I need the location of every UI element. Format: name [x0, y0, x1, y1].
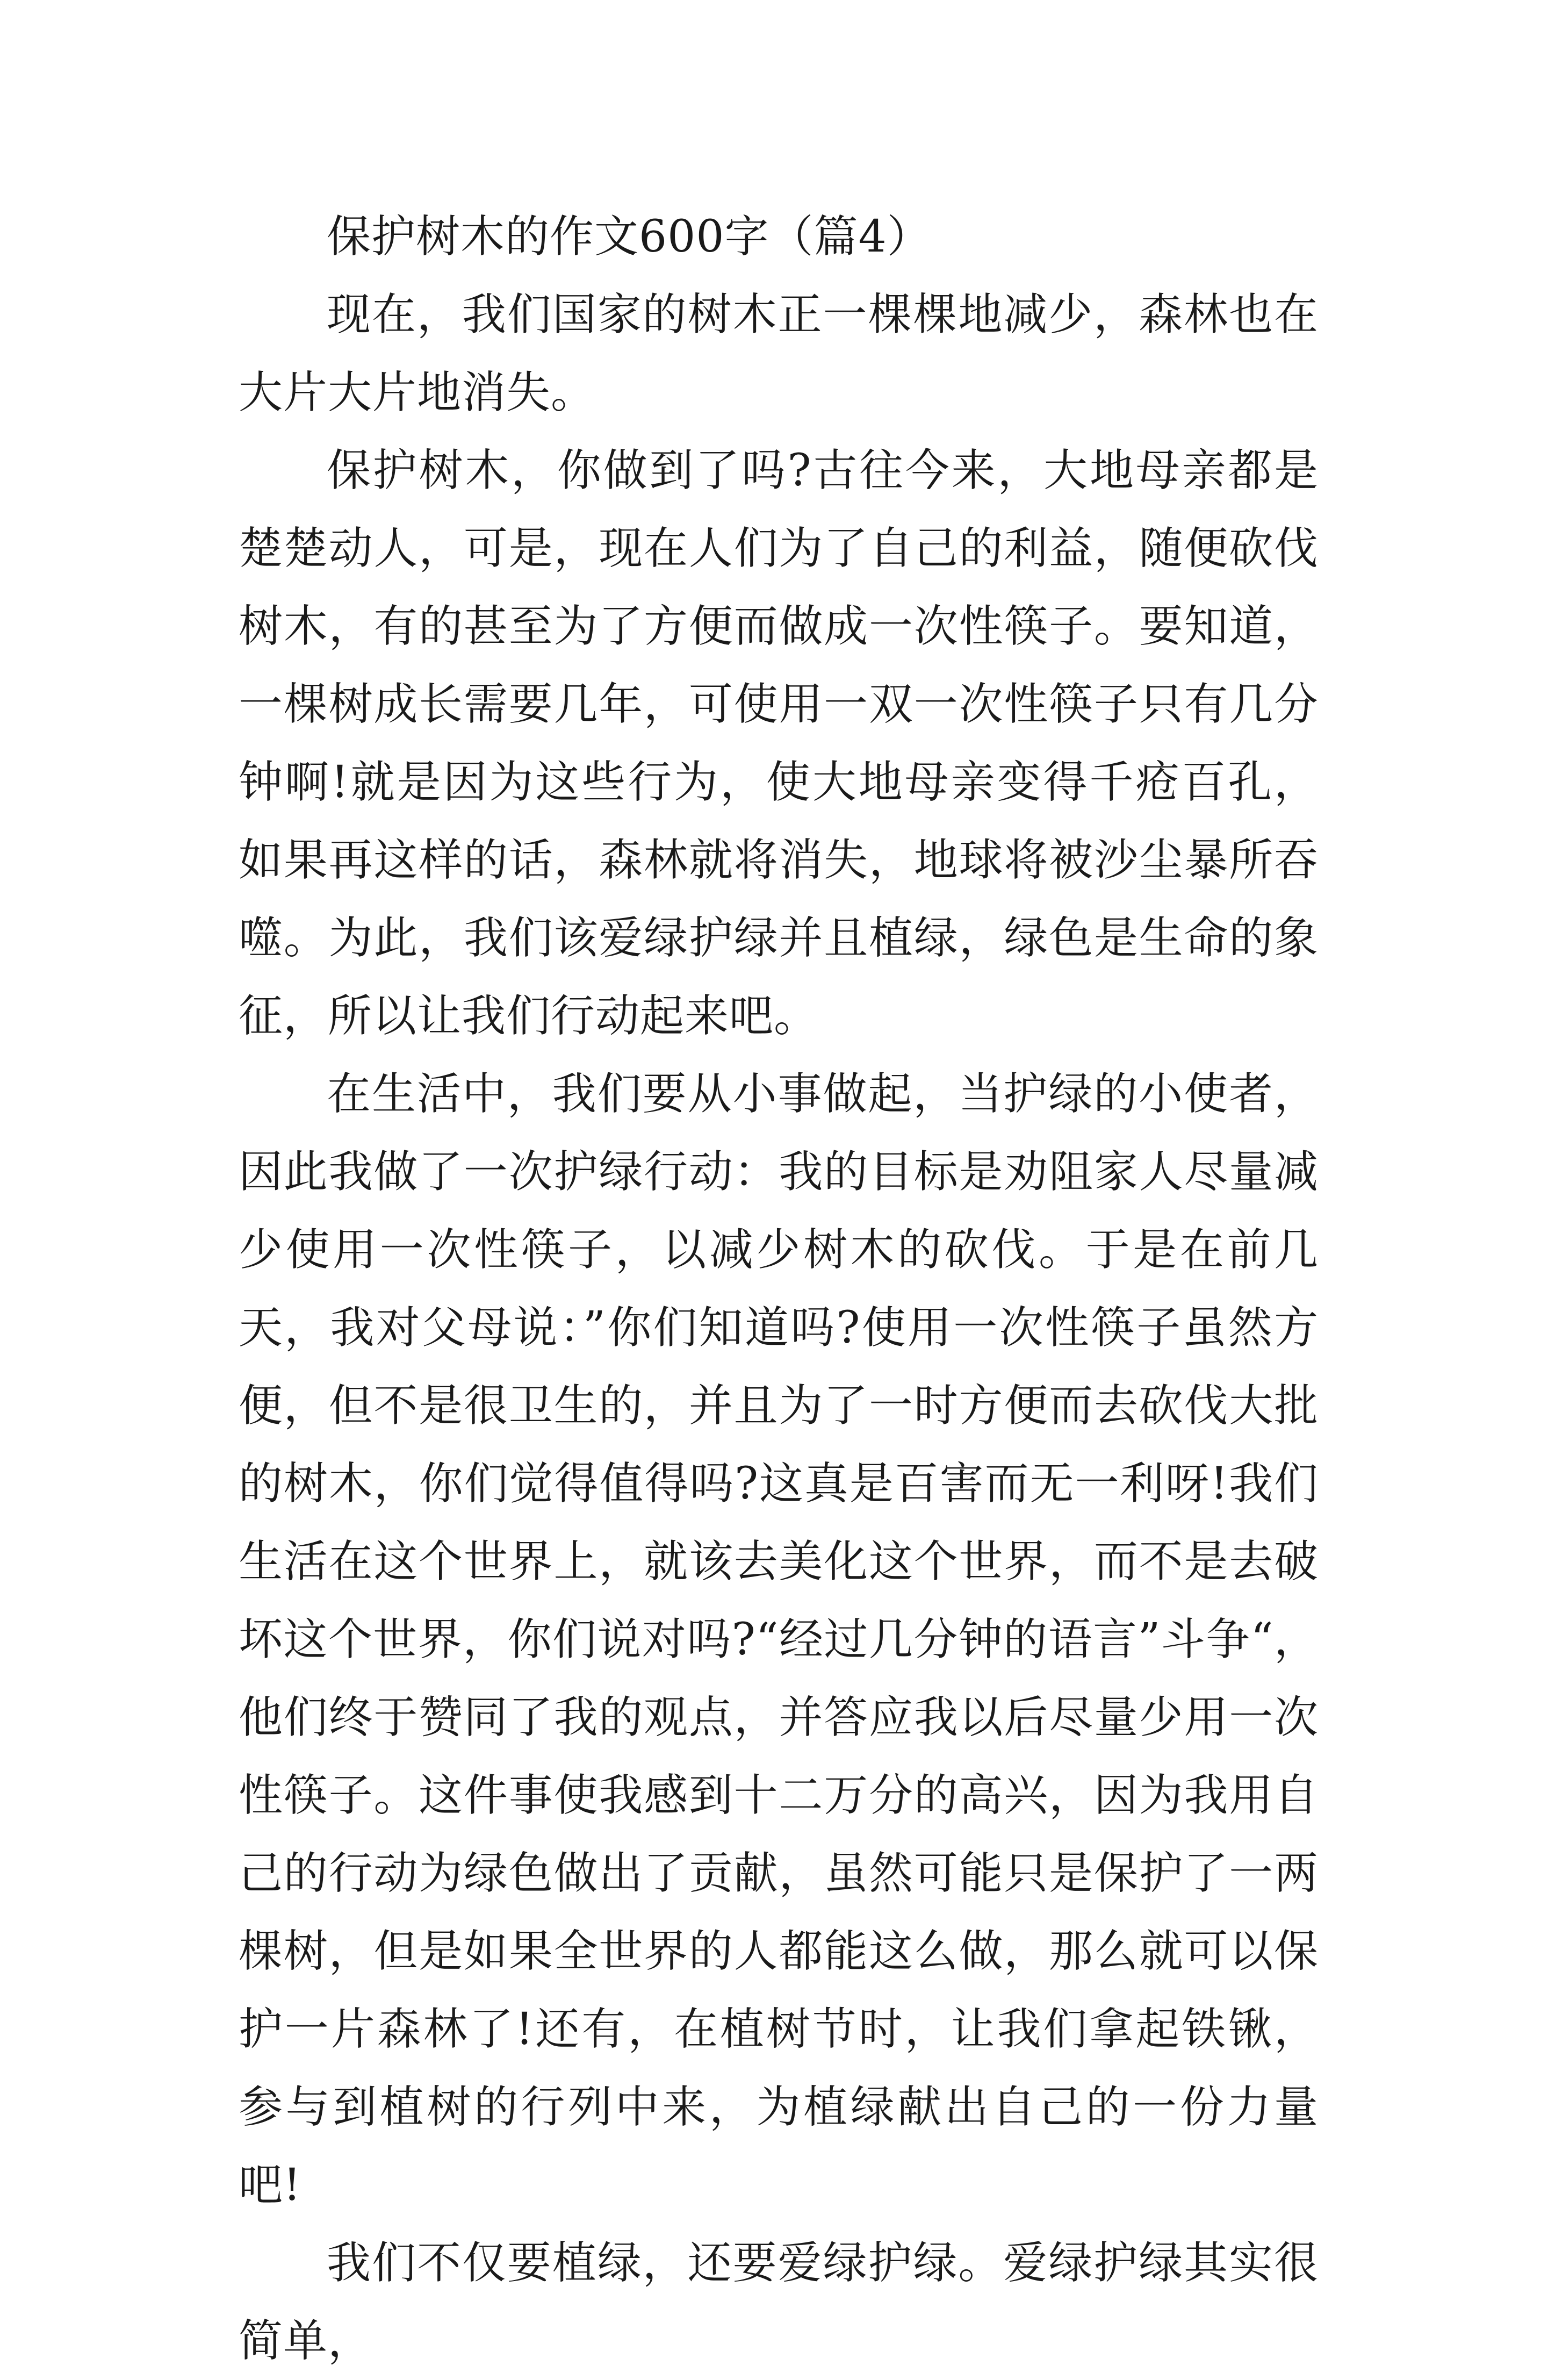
- essay-title: 保护树木的作文600字（篇4）: [327, 211, 932, 262]
- essay-body: [239, 198, 1319, 2380]
- paragraph-1: 现在，我们国家的树木正一棵棵地减少，森林也在大片大片地消失。: [239, 289, 1319, 418]
- paragraph-4: 我们不仅要植绿，还要爱绿护绿。爱绿护绿其实很简单，: [239, 2238, 1319, 2367]
- paragraph-2: 保护树木，你做到了吗?古往今来，大地母亲都是楚楚动人，可是，现在人们为了自己的利益，随便砍伐树木，有的甚至为了方便而做成一次性筷子。要知道，一棵树成长需要几年，可使用一双一次性筷子只有几分钟啊!就是因为这些行为，使大地母亲变得千疮百孔，如果再这样的话，森林就将消失，地球将被沙尘暴所吞噬。为此，我们该爱绿护绿并且植绿，绿色是生命的象征，所以让我们行动起来吧。: [239, 445, 1319, 1042]
- paragraph-3: 在生活中，我们要从小事做起，当护绿的小使者，因此我做了一次护绿行动：我的目标是劝阻家人尽量减少使用一次性筷子，以减少树木的砍伐。于是在前几天，我对父母说：”你们知道吗?使用一次性筷子虽然方便，但不是很卫生的，并且为了一时方便而去砍伐大批的树木，你们觉得值得吗?这真是百害而无一利呀!我们生活在这个世界上，就该去美化这个世界，而不是去破坏这个世界，你们说对吗?“经过几分钟的语言”斗争“，他们终于赞同了我的观点，并答应我以后尽量少用一次性筷子。这件事使我感到十二万分的高兴，因为我用自己的行动为绿色做出了贡献，虽然可能只是保护了一两棵树，但是如果全世界的人都能这么做，那么就可以保护一片森林了!还有，在植树节时，让我们拿起铁锹，参与到植树的行列中来，为植绿献出自己的一份力量吧!: [239, 1069, 1319, 2211]
